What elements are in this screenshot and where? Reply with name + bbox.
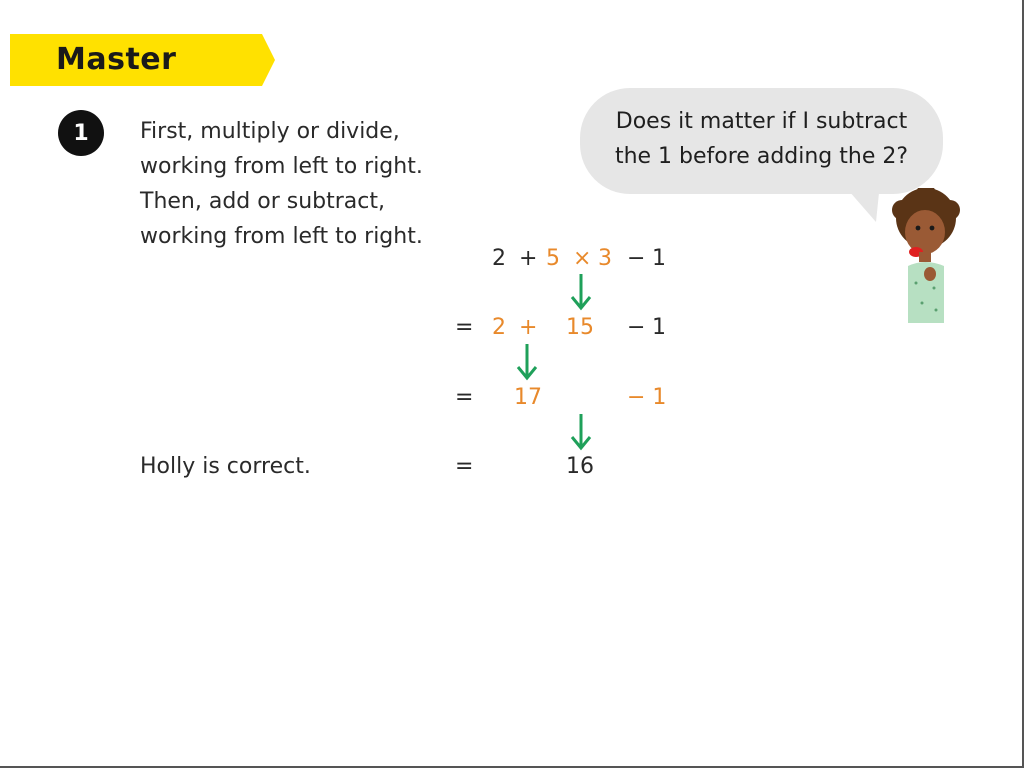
calc-row3-minus-1: − 1: [627, 385, 667, 410]
calc-row3-17: 17: [514, 385, 542, 410]
calc-row2-2: 2: [492, 315, 506, 340]
speech-bubble-text: [580, 104, 943, 174]
calc-row1-3: 3: [598, 246, 612, 271]
instruction-line: First, multiply or divide,: [140, 119, 400, 144]
banner-title: Master: [56, 42, 177, 77]
instruction-line: working from left to right.: [140, 224, 423, 249]
instruction-line: Then, add or subtract,: [140, 189, 385, 214]
calc-row1-1: 1: [652, 246, 666, 271]
speech-line: Does it matter if I subtract: [615, 109, 908, 134]
down-arrow-icon: [516, 342, 538, 382]
calc-row1-5: 5: [546, 246, 560, 271]
calc-row1-2: 2: [492, 246, 506, 271]
calc-row1-minus: −: [627, 246, 646, 271]
calc-row2-plus: +: [519, 315, 538, 340]
calc-row2-15: 15: [566, 315, 594, 340]
calc-row1-times: ×: [573, 246, 592, 271]
calc-row2-minus: −: [627, 315, 646, 340]
child-character-icon: [888, 188, 968, 328]
conclusion-text: Holly is correct.: [140, 454, 311, 479]
speech-line: the 1 before adding the 2?: [614, 144, 909, 169]
down-arrow-icon: [570, 272, 592, 312]
speech-bubble: [580, 88, 943, 196]
instructions: [140, 114, 480, 254]
calc-result: 16: [566, 454, 594, 479]
down-arrow-icon: [570, 412, 592, 452]
calc-row2-equals: =: [455, 315, 474, 340]
calc-row4-equals: =: [455, 454, 474, 479]
instruction-line: working from left to right.: [140, 154, 423, 179]
question-number-badge: 1: [58, 110, 104, 156]
section-banner: [10, 34, 275, 86]
calc-row2-1: 1: [652, 315, 666, 340]
calc-row1-plus: +: [519, 246, 538, 271]
calc-row3-equals: =: [455, 385, 474, 410]
